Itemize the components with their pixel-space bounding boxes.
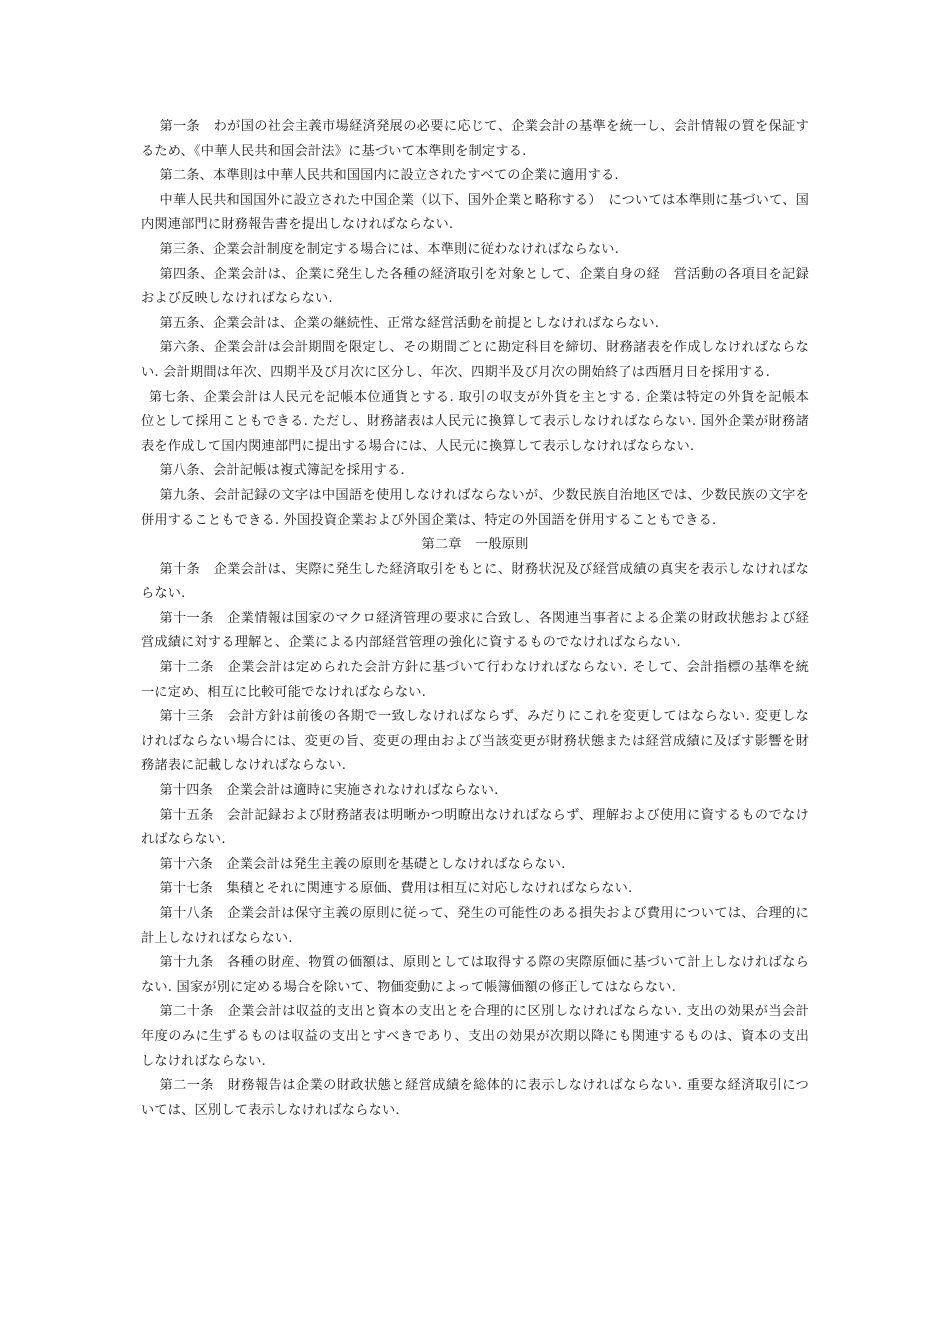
article-19: 第十九条 各種の財産、物質の価額は、原則としては取得する際の実際原価に基づいて計上しなければならない. 国家が別に定める場合を除いて、物価変動によって帳簿価額の修正してはならない. <box>141 955 809 995</box>
document-body <box>141 115 809 1123</box>
article-2-paragraph-2: 中華人民共和国国外に設立された中国企業（以下、国外企業と略称する） については本準則に基づいて、国内関連部門に財務報告書を提出しなければならない. <box>141 192 809 233</box>
article-16: 第十六条 企業会計は発生主義の原則を基礎としなければならない. <box>159 856 566 872</box>
article-21: 第二一条 財務報告は企業の財政状態と経営成績を総体的に表示しなければならない. 重要な経済取引については、区別して表示しなければならない. <box>141 1078 809 1118</box>
article-11: 第十一条 企業情報は国家のマクロ経済管理の要求に合致し、各関連当事者による企業の財政状態および経営成績に対する理解と、企業による内部経営管理の強化に資するものでなければならない. <box>141 610 809 651</box>
article-8: 第八条、会計記帳は複式簿記を採用する. <box>159 463 405 479</box>
article-14: 第十四条 企業会計は適時に実施されなければならない. <box>159 783 499 799</box>
article-17: 第十七条 集積とそれに関連する原価、費用は相互に対応しなければならない. <box>159 881 633 897</box>
article-2: 第二条、本準則は中華人民共和国国内に設立されたすべての企業に適用する. <box>159 168 619 184</box>
article-4: 第四条、企業会計は、企業に発生した各種の経済取引を対象として、企業自身の経 営活動の各項目を記録および反映しなければならない. <box>141 266 809 307</box>
article-3: 第三条、企業会計制度を制定する場合には、本準則に従わなければならない. <box>159 241 620 257</box>
article-12: 第十二条 企業会計は定められた会計方針に基づいて行わなければならない. そして、会計指標の基準を統一に定め、相互に比較可能でなければならない. <box>141 660 809 700</box>
article-7: 第七条、企業会計は人民元を記帳本位通貨とする. 取引の収支が外貨を主とする. 企業は特定の外貨を記帳本位として採用こともできる. ただし、財務諸表は人民元に換算して表示しなければならない. 国外企業が財務諸表を作成して国内関連部門に提出する場合には、人民元に換算して表示しなければならない. <box>141 389 809 454</box>
article-5: 第五条、企業会計は、企業の継続性、正常な経営活動を前提としなければならない. <box>159 315 660 331</box>
article-10: 第十条 企業会計は、実際に発生した経済取引をもとに、財務状況及び経営成績の真実を表示しなければならない. <box>141 561 809 602</box>
article-18: 第十八条 企業会計は保守主義の原則に従って、発生の可能性のある損失および費用については、合理的に計上しなければならない. <box>141 906 809 946</box>
article-1: 第一条 わが国の社会主義市場経済発展の必要に応じて、企業会計の基準を統一し、会計情報の質を保証するため、《中華人民共和国会計法》に基づいて本準則を制定する. <box>141 119 809 159</box>
article-6: 第六条、企業会計は会計期間を限定し、その期間ごとに勘定科目を締切、財務諸表を作成しなければならない. 会計期間は年次、四期半及び月次に区分し、年次、四期半及び月次の開始終了は西暦月日を採用する. <box>141 340 809 380</box>
chapter-heading: 第二章 一般原則 <box>421 537 529 553</box>
article-15: 第十五条 会計記録および財務諸表は明晰かつ明瞭出なければならず、理解および使用に資するものでなければならない. <box>141 807 809 848</box>
article-9: 第九条、会計記録の文字は中国語を使用しなければならないが、少数民族自治地区では、少数民族の文字を併用することもできる. 外国投資企業および外国企業は、特定の外国語を併用することもできる. <box>141 487 809 528</box>
article-13: 第十三条 会計方針は前後の各期で一致しなければならず、みだりにこれを変更してはならない. 変更しなければならない場合には、変更の旨、変更の理由および当該変更が財務状態または経営成績に及ぼす影響を財務諸表に記載しなければならない. <box>141 709 809 774</box>
article-20: 第二十条 企業会計は収益的支出と資本の支出とを合理的に区別しなければならない. 支出の効果が当会計年度のみに生ずるものは収益の支出とすべきであり、支出の効果が次期以降にも関連するものは、資本の支出しなければならない. <box>141 1004 809 1069</box>
